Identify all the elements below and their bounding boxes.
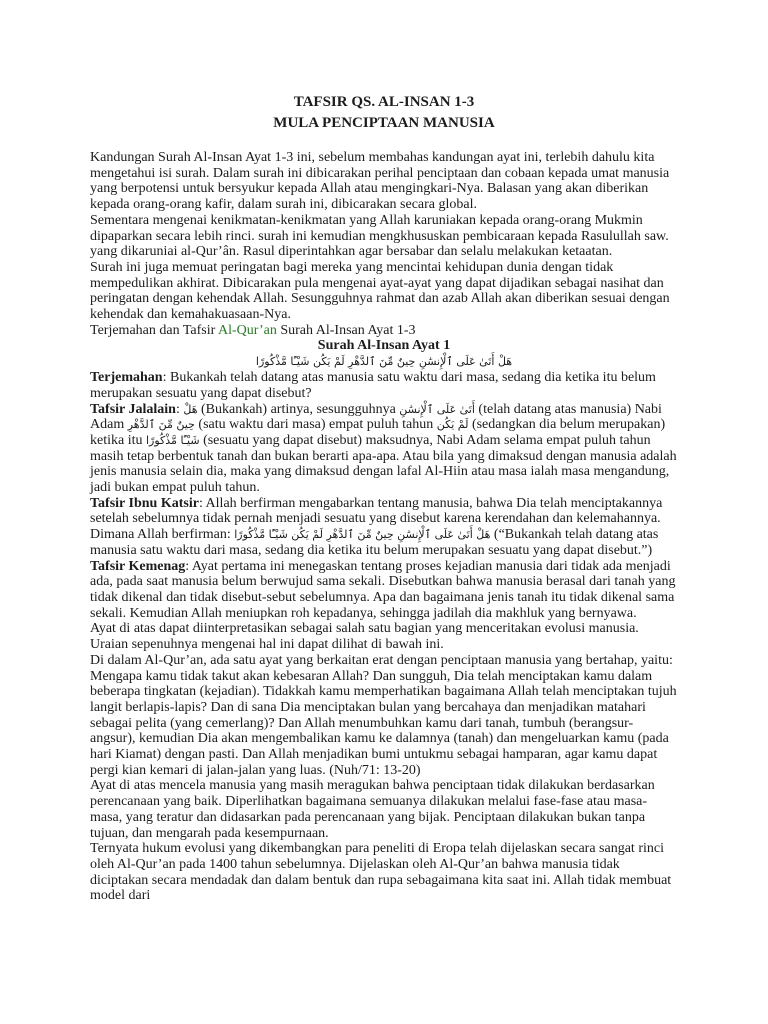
jalalain-arabic-3: حِينٌ مِّنَ ٱلدَّهْرِ (127, 418, 195, 432)
body-paragraph-4: Ternyata hukum evolusi yang dikembangkan para peneliti di Eropa telah dijelaskan secara sangat rinci oleh Al-Qur’an pada 1400 tahun sebelumnya. Dijelaskan oleh Al-Qur’an bahwa manusia tidak diciptakan secara mendadak dan dalam bentuk dan rupa sebagaimana kita saat ini. Allah tidak membuat model dari (90, 841, 672, 904)
terjemahan-text: : Bukankah telah datang atas manusia satu waktu dari masa, sedang dia ketika itu belum merupakan sesuatu yang dapat disebut? (90, 370, 656, 401)
body-paragraph-1: Ayat di atas dapat diinterpretasikan sebagai salah satu bagian yang menceritakan evolusi manusia. Uraian sepenuhnya mengenai hal ini dapat dilihat di bawah ini. (90, 621, 639, 653)
document-title-block (0, 92, 768, 134)
katsir-paragraph (90, 496, 678, 559)
body-paragraph-3: Ayat di atas mencela manusia yang masih meragukan bahwa penciptaan tidak dilakukan berdasarkan perencanaan yang baik. Diperlihatkan bagaimana semuanya dilakukan melalui fase-fase atau masa-masa, yang teratur dan didasarkan pada perencanaan yang bijak. Penciptaan dilakukan bukan tanpa tujuan, dan mengarah pada kesempurnaan. (90, 778, 655, 841)
document-body (90, 150, 678, 904)
jalalain-text-4: (satu waktu dari masa) empat puluh tahun (194, 417, 437, 433)
jalalain-text-1: : (175, 401, 184, 417)
kemenag-label: Tafsir Kemenag (90, 558, 186, 574)
katsir-text-2: (“Bukankah telah datang atas manusia satu waktu dari masa, sedang dia ketika itu belum merupakan sesuatu yang dapat disebut.”) (90, 527, 659, 558)
jalalain-text-6: (sesuatu yang dapat disebut) maksudnya, Nabi Adam selama empat puluh tahun masih tetap berbentuk tanah dan bukan berarti apa-apa. Atau bila yang dimaksud dengan manusia adalah jenis manusia selain dia, maka yang dimaksud dengan lafal Al-Hiin atau masa ialah masa mengandung, jadi bukan empat puluh tahun. (90, 432, 677, 496)
document-subtitle: MULA PENCIPTAAN MANUSIA (273, 115, 495, 131)
jalalain-text-5: (sedangkan dia belum merupakan) ketika itu (90, 417, 666, 448)
intro-paragraph-3: Surah ini juga memuat peringatan bagi mereka yang mencintai kehidupan dunia dengan tidak mempedulikan akhirat. Dibicarakan pula mengenai ayat-ayat yang dapat dijadikan sebagai nasihat dan peringatan dengan kehendak Allah. Sesungguhnya rahmat dan azab Allah akan diberikan sesuai dengan kehendak dan kemahakuasaan-Nya. (90, 259, 670, 323)
jalalain-arabic-1: هَلْ (183, 402, 198, 416)
translation-intro-prefix: Terjemahan dan Tafsir (90, 322, 219, 338)
surah-arabic-verse: هَلْ أَتَىٰ عَلَى ٱلْإِنسَٰنِ حِينٌ مِّنَ ٱلدَّهْرِ لَمْ يَكُن شَيْـًٔا مَّذْكُورًا (255, 355, 513, 369)
al-quran-link[interactable]: Al-Qur’an (218, 322, 277, 338)
katsir-label: Tafsir Ibnu Katsir (90, 495, 199, 511)
jalalain-arabic-4: لَمْ يَكُن (436, 418, 469, 432)
body-paragraph-2: Di dalam Al-Qur’an, ada satu ayat yang berkaitan erat dengan penciptaan manusia yang bertahap, yaitu: Mengapa kamu tidak takut akan kebesaran Allah? Dan sungguh, Dia telah menciptakan kamu dalam beberapa tingkatan (kejadian). Tidakkah kamu memperhatikan bagaimana Allah telah menciptakan tujuh langit berlapis-lapis? Dan di sana Dia menciptakan bulan yang bercahaya dan menjadikan matahari sebagai pelita (yang cemerlang)? Dan Allah menumbuhkan kamu dari tanah, tumbuh (berangsur-angsur), kemudian Dia akan mengembalikan kamu ke dalamnya (tanah) dan mengeluarkan kamu (pada hari Kiamat) dengan pasti. Dan Allah menjadikan bumi untukmu sebagai hamparan, agar kamu dapat pergi kian kemari di jalan-jalan yang luas. (Nuh/71: 13-20) (90, 652, 677, 778)
translation-intro-line (90, 323, 678, 339)
jalalain-arabic-2: أَتَىٰ عَلَى ٱلْإِنسَٰنِ (399, 402, 475, 416)
intro-paragraph-1: Kandungan Surah Al-Insan Ayat 1-3 ini, sebelum membahas kandungan ayat ini, terlebih dahulu kita mengetahui isi surah. Dalam surah ini dibicarakan perihal penciptaan dan cobaan kepada umat manusia yang berpotensi untuk bersyukur kepada Allah atau mengingkari-Nya. Balasan yang akan diberikan kepada orang-orang kafir, dalam surah ini, dibicarakan secara global. (90, 150, 670, 213)
jalalain-arabic-5: شَيْـًٔا مَّذْكُورًا (146, 433, 200, 447)
surah-heading: Surah Al-Insan Ayat 1 (317, 338, 451, 354)
document-title: TAFSIR QS. AL-INSAN 1-3 (293, 94, 475, 110)
intro-paragraph-2: Sementara mengenai kenikmatan-kenikmatan yang Allah karuniakan kepada orang-orang Mukmin dipaparkan secara lebih rinci. surah ini kemudian mengkhususkan pembicaraan kepada Rasulullah saw. yang dikaruniai al-Qur’ân. Rasul diperintahkan agar bersabar dan selalu melakukan ketaatan. (90, 212, 669, 260)
kemenag-text: : Ayat pertama ini menegaskan tentang proses kejadian manusia dari tidak ada menjadi ada, pada saat manusia belum berwujud sama sekali. Disebutkan bahwa manusia berasal dari tanah yang tidak dikenal dan tidak disebut-sebut sebelumnya. Apa dan bagaimana jenis tanah itu tidak dikenal sama sekali. Kemudian Allah meniupkan roh kepadanya, sehingga jadilah dia makhluk yang bernyawa. (90, 558, 676, 621)
jalalain-label: Tafsir Jalalain (90, 401, 176, 417)
jalalain-text-2: (Bukankah) artinya, sesungguhnya (197, 401, 400, 417)
jalalain-paragraph (90, 402, 678, 496)
kemenag-paragraph (90, 559, 678, 622)
jalalain-text-3: (telah datang atas manusia) Nabi Adam (90, 401, 662, 433)
terjemahan-label: Terjemahan (90, 370, 163, 386)
translation-intro-suffix: Surah Al-Insan Ayat 1-3 (276, 322, 416, 338)
katsir-text-1: : Allah berfirman mengabarkan tentang manusia, bahwa Dia telah menciptakannya setelah sebelumnya tidak pernah menjadi sesuatu yang disebut karena kerendahan dan kelemahannya. Dimana Allah berfirman: (90, 495, 663, 543)
katsir-arabic: هَلْ أَتَىٰ عَلَى ٱلْإِنسَٰنِ حِينٌ مِّنَ ٱلدَّهْرِ لَمْ يَكُن شَيْـًٔا مَّذْكُورًا (234, 528, 491, 542)
terjemahan-paragraph (90, 370, 678, 401)
